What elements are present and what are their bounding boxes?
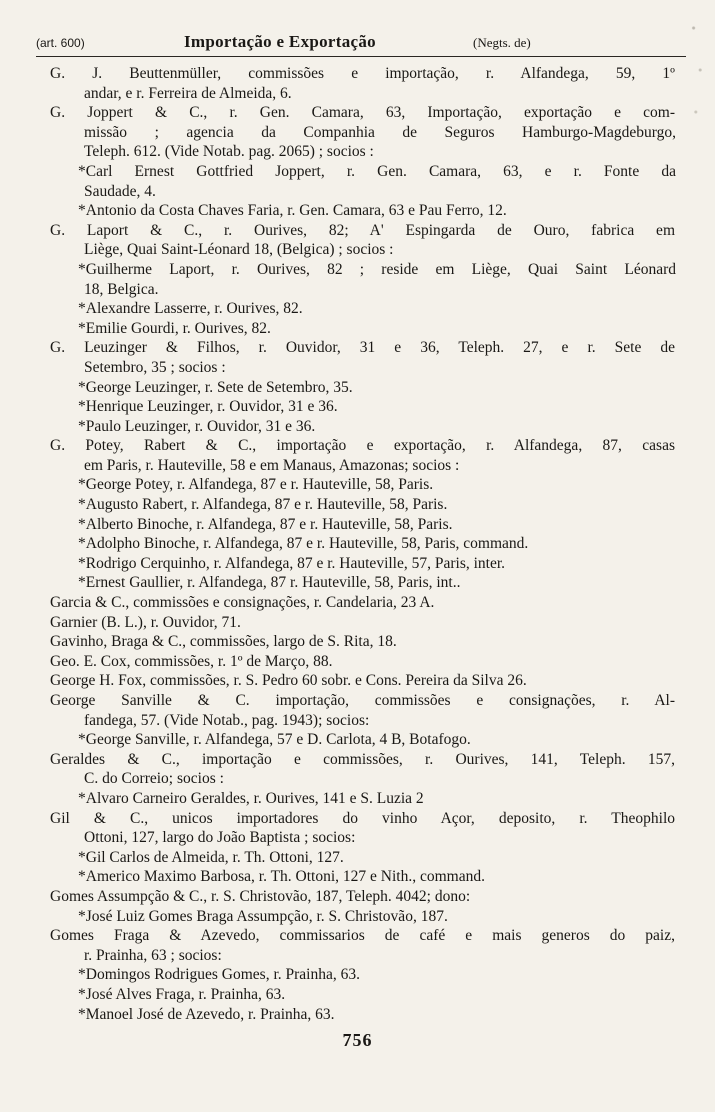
directory-entry: [0, 338, 715, 436]
entry-heading-line: G. Laport & C., r. Ourives, 82; A' Espingarda de Ouro, fabrica em: [50, 221, 675, 239]
entry-line: *Americo Maximo Barbosa, r. Th. Ottoni, 127 e Nith., command.: [78, 868, 485, 886]
entry-line: *George Sanville, r. Alfandega, 57 e D. Carlota, 4 B, Botafogo.: [78, 731, 471, 749]
entry-line: Liège, Quai Saint-Léonard 18, (Belgica) ; socios :: [84, 241, 394, 259]
directory-entry: [0, 926, 715, 1024]
entry-line: *Guilherme Laport, r. Ourives, 82 ; reside em Liège, Quai Saint Léonard: [78, 260, 676, 278]
directory-entry: [0, 691, 715, 750]
entry-heading-line: Gomes Assumpção & C., r. S. Christovão, 187, Teleph. 4042; dono:: [50, 887, 471, 905]
directory-entry: [0, 887, 715, 926]
entry-heading-line: George H. Fox, commissões, r. S. Pedro 60 sobr. e Cons. Pereira da Silva 26.: [50, 672, 527, 690]
directory-entry: [0, 64, 715, 103]
directory-entry: [0, 436, 715, 593]
directory-entry: [0, 809, 715, 887]
entry-line: *Rodrigo Cerquinho, r. Alfandega, 87 e r. Hauteville, 57, Paris, inter.: [78, 554, 506, 572]
entry-line: missão ; agencia da Companhia de Seguros Hamburgo-Magdeburgo,: [84, 123, 676, 141]
entry-line: *Domingos Rodrigues Gomes, r. Prainha, 63.: [78, 966, 360, 984]
page-number: 756: [342, 1030, 373, 1050]
entry-line: *George Potey, r. Alfandega, 87 e r. Hauteville, 58, Paris.: [78, 476, 434, 494]
entry-line: *Henrique Leuzinger, r. Ouvidor, 31 e 36.: [78, 398, 338, 416]
article-reference: (art. 600): [36, 36, 85, 50]
directory-entry: [0, 652, 715, 672]
entry-heading-line: G. J. Beuttenmüller, commissões e importação, r. Alfandega, 59, 1º: [50, 65, 675, 82]
directory-entry: [0, 632, 715, 652]
entry-line: Teleph. 612. (Vide Notab. pag. 2065) ; socios :: [84, 143, 374, 161]
directory-entry: [0, 671, 715, 691]
entry-heading-line: G. Joppert & C., r. Gen. Camara, 63, Importação, exportação e com-: [50, 104, 675, 122]
entry-line: *José Luiz Gomes Braga Assumpção, r. S. Christovão, 187.: [78, 907, 448, 925]
header-rule: [36, 56, 686, 57]
entry-line: Setembro, 35 ; socios :: [84, 358, 226, 376]
entry-line: *Augusto Rabert, r. Alfandega, 87 e r. Hauteville, 58, Paris.: [78, 496, 448, 514]
entry-heading-line: Geraldes & C., importação e commissões, r. Ourives, 141, Teleph. 157,: [50, 750, 675, 768]
entry-line: *Alexandre Lasserre, r. Ourives, 82.: [78, 300, 303, 318]
entry-line: *Gil Carlos de Almeida, r. Th. Ottoni, 127.: [78, 848, 344, 866]
entry-line: *Adolpho Binoche, r. Alfandega, 87 e r. Hauteville, 58, Paris, command.: [78, 535, 529, 553]
entry-line: 18, Belgica.: [84, 280, 159, 298]
entry-line: *George Leuzinger, r. Sete de Setembro, 35.: [78, 378, 353, 396]
entry-heading-line: Garnier (B. L.), r. Ouvidor, 71.: [50, 613, 241, 631]
entry-heading-line: Gil & C., unicos importadores do vinho Açor, deposito, r. Theophilo: [50, 809, 675, 827]
directory-entry: [0, 750, 715, 809]
entry-heading-line: G. Potey, Rabert & C., importação e exportação, r. Alfandega, 87, casas: [50, 437, 675, 455]
directory-entry: [0, 593, 715, 613]
entry-line: *Ernest Gaullier, r. Alfandega, 87 r. Hauteville, 58, Paris, int..: [78, 574, 461, 592]
entry-line: *Manoel José de Azevedo, r. Prainha, 63.: [78, 1005, 335, 1023]
directory-entry: [0, 221, 715, 339]
entry-line: Saudade, 4.: [84, 182, 156, 200]
page-subtitle: (Negts. de): [473, 35, 531, 50]
entry-line: *Emilie Gourdi, r. Ourives, 82.: [78, 319, 271, 337]
entry-line: *Paulo Leuzinger, r. Ouvidor, 31 e 36.: [78, 417, 316, 435]
entry-heading-line: Gavinho, Braga & C., commissões, largo de S. Rita, 18.: [50, 633, 397, 651]
entry-line: C. do Correio; socios :: [84, 770, 224, 788]
directory-entry: [0, 613, 715, 633]
entry-line: *Carl Ernest Gottfried Joppert, r. Gen. Camara, 63, e r. Fonte da: [78, 162, 676, 180]
entry-line: fandega, 57. (Vide Notab., pag. 1943); socios:: [84, 711, 370, 729]
page-header: [36, 32, 690, 54]
entry-heading-line: Geo. E. Cox, commissões, r. 1º de Março, 88.: [50, 652, 333, 670]
entry-line: Ottoni, 127, largo do João Baptista ; socios:: [84, 829, 356, 847]
entry-heading-line: G. Leuzinger & Filhos, r. Ouvidor, 31 e 36, Teleph. 27, e r. Sete de: [50, 339, 675, 357]
directory-entries: [0, 64, 715, 1024]
entry-line: r. Prainha, 63 ; socios:: [84, 946, 222, 964]
entry-heading-line: George Sanville & C. importação, commissões e consignações, r. Al-: [50, 692, 675, 709]
entry-line: *Alberto Binoche, r. Alfandega, 87 e r. Hauteville, 58, Paris.: [78, 515, 453, 533]
entry-line: *Alvaro Carneiro Geraldes, r. Ourives, 141 e S. Luzia 2: [78, 789, 424, 807]
entry-line: *José Alves Fraga, r. Prainha, 63.: [78, 985, 286, 1003]
directory-entry: [0, 103, 715, 221]
entry-line: em Paris, r. Hauteville, 58 e em Manaus, Amazonas; socios :: [84, 456, 460, 474]
entry-line: *Antonio da Costa Chaves Faria, r. Gen. Camara, 63 e Pau Ferro, 12.: [78, 202, 507, 220]
entry-heading-line: Garcia & C., commissões e consignações, r. Candelaria, 23 A.: [50, 594, 435, 612]
entry-heading-line: Gomes Fraga & Azevedo, commissarios de café e mais generos do paiz,: [50, 927, 675, 945]
entry-line: andar, e r. Ferreira de Almeida, 6.: [84, 84, 292, 102]
page-title: Importação e Exportação: [184, 32, 376, 51]
